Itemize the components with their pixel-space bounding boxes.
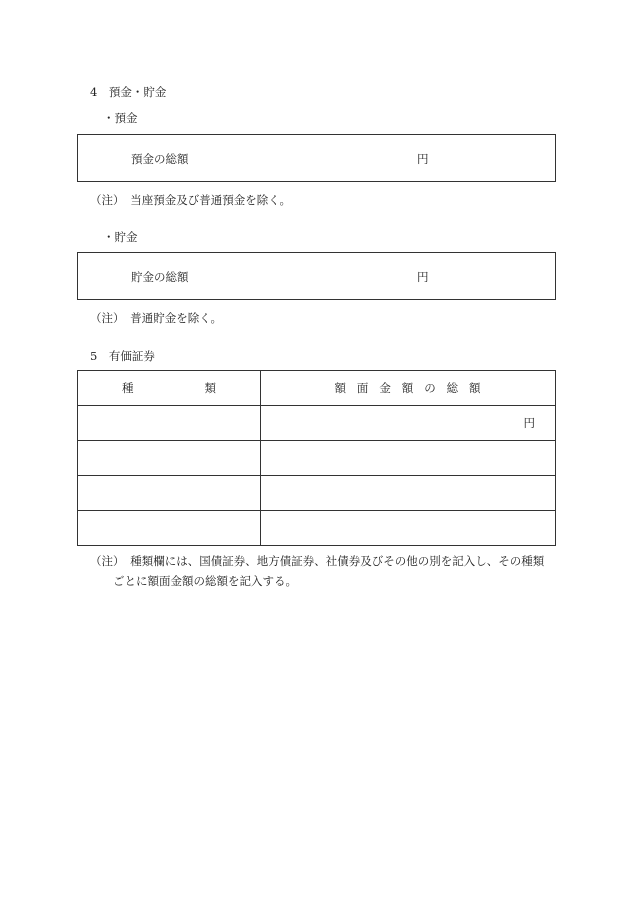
header-amount-cell — [261, 371, 556, 406]
deposit-subheading: ・預金 — [103, 111, 138, 125]
savings-note: （注） 普通貯金を除く。 — [90, 311, 223, 325]
securities-table — [77, 370, 556, 546]
savings-total-box — [77, 252, 556, 300]
amount-cell[interactable] — [261, 511, 556, 546]
table-row — [78, 441, 556, 476]
amount-cell[interactable] — [261, 476, 556, 511]
deposit-note: （注） 当座預金及び普通預金を除く。 — [90, 193, 292, 207]
savings-subheading: ・貯金 — [103, 230, 138, 244]
section5-heading: 5 有価証券 — [90, 349, 155, 363]
amount-cell[interactable] — [261, 406, 556, 441]
savings-total-unit: 円 — [417, 270, 429, 284]
deposit-total-box — [77, 134, 556, 182]
table-header-row — [78, 371, 556, 406]
section4-heading: 4 預金・貯金 — [90, 85, 167, 99]
securities-note-line2: ごとに額面金額の総額を記入する。 — [113, 574, 297, 588]
type-cell[interactable] — [78, 476, 261, 511]
deposit-total-label: 預金の総額 — [131, 152, 189, 166]
header-type-char1: 種 — [122, 381, 134, 395]
amount-unit: 円 — [523, 416, 535, 430]
deposit-total-unit: 円 — [417, 152, 429, 166]
header-amount-label: 額面金額の総額 — [334, 381, 492, 395]
table-row — [78, 406, 556, 441]
table-row — [78, 511, 556, 546]
header-type-char2: 類 — [204, 381, 216, 395]
type-cell[interactable] — [78, 511, 261, 546]
securities-note-line1: （注） 種類欄には、国債証券、地方債証券、社債券及びその他の別を記入し、その種類 — [90, 554, 545, 568]
table-row — [78, 476, 556, 511]
amount-cell[interactable] — [261, 441, 556, 476]
savings-total-label: 貯金の総額 — [131, 270, 189, 284]
type-cell[interactable] — [78, 441, 261, 476]
header-type-cell — [78, 371, 261, 406]
type-cell[interactable] — [78, 406, 261, 441]
